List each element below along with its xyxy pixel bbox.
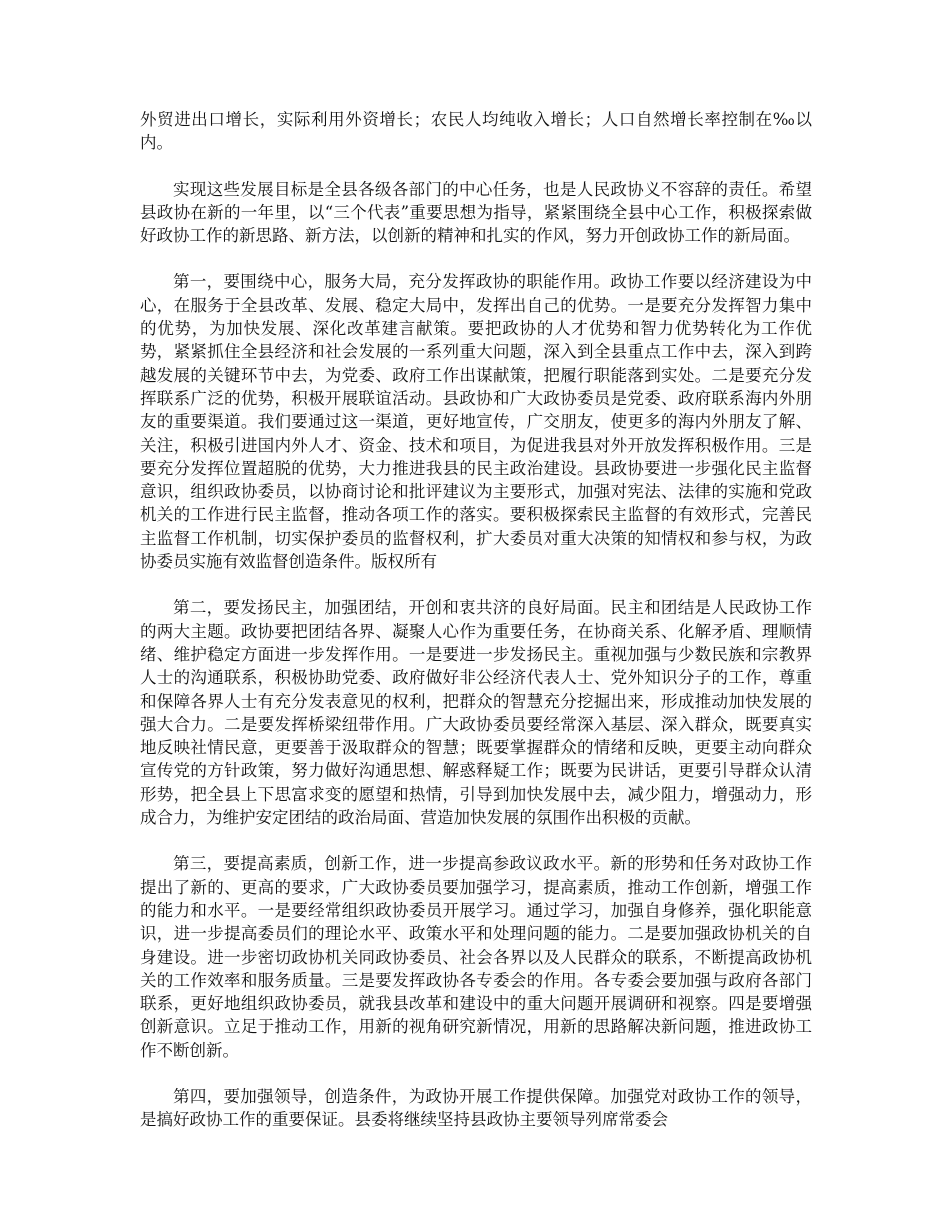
document-page [140,108,812,1155]
paragraph-5: 第三，要提高素质，创新工作，进一步提高参政议政水平。新的形势和任务对政协工作提出了新的、更高的要求，广大政协委员要加强学习，提高素质，推动工作创新，增强工作的能力和水平。一是要经常组织政协委员开展学习。通过学习，加强自身修养，强化职能意识，进一步提高委员们的理论水平、政策水平和处理问题的能力。二是要加强政协机关的自身建设。进一步密切政协机关同政协委员、社会各界以及人民群众的联系，不断提高政协机关的工作效率和服务质量。三是要发挥政协各专委会的作用。各专委会要加强与政府各部门联系，更好地组织政协委员，就我县改革和建设中的重大问题开展调研和视察。四是要增强创新意识。立足于推动工作，用新的视角研究新情况，用新的思路解决新问题，推进政协工作不断创新。 [140,854,812,1060]
paragraph-6: 第四，要加强领导，创造条件，为政协开展工作提供保障。加强党对政协工作的领导，是搞好政协工作的重要保证。县委将继续坚持县政协主要领导列席常委会 [140,1086,812,1130]
paragraph-3: 第一，要围绕中心，服务大局，充分发挥政协的职能作用。政协工作要以经济建设为中心，在服务于全县改革、发展、稳定大局中，发挥出自己的优势。一是要充分发挥智力集中的优势，为加快发展、深化改革建言献策。要把政协的人才优势和智力优势转化为工作优势，紧紧抓住全县经济和社会发展的一系列重大问题，深入到全县重点工作中去，深入到跨越发展的关键环节中去，为党委、政府工作出谋献策，把履行职能落到实处。二是要充分发挥联系广泛的优势，积极开展联谊活动。县政协和广大政协委员是党委、政府联系海内外朋友的重要渠道。我们要通过这一渠道，更好地宣传，广交朋友，使更多的海内外朋友了解、关注，积极引进国内外人才、资金、技术和项目，为促进我县对外开放发挥积极作用。三是要充分发挥位置超脱的优势，大力推进我县的民主政治建设。县政协要进一步强化民主监督意识，组织政协委员，以协商讨论和批评建议为主要形式，加强对宪法、法律的实施和党政机关的工作进行民主监督，推动各项工作的落实。要积极探索民主监督的有效形式，完善民主监督工作机制，切实保护委员的监督权利，扩大委员对重大决策的知情权和参与权，为政协委员实施有效监督创造条件。版权所有 [140,272,812,572]
paragraph-1: 外贸进出口增长，实际利用外资增长；农民人均纯收入增长；人口自然增长率控制在‰以内。 [140,110,812,153]
paragraph-4: 第二，要发扬民主，加强团结，开创和衷共济的良好局面。民主和团结是人民政协工作的两大主题。政协要把团结各界、凝聚人心作为重要任务，在协商关系、化解矛盾、理顺情绪、维护稳定方面进一步发挥作用。一是要进一步发扬民主。重视加强与少数民族和宗教界人士的沟通联系，积极协助党委、政府做好非公经济代表人士、党外知识分子的工作，尊重和保障各界人士有充分发表意见的权利，把群众的智慧充分挖掘出来，形成推动加快发展的强大合力。二是要发挥桥梁纽带作用。广大政协委员要经常深入基层、深入群众，既要真实地反映社情民意，更要善于汲取群众的智慧；既要掌握群众的情绪和反映，更要主动向群众宣传党的方针政策，努力做好沟通思想、解惑释疑工作；既要为民讲话，更要引导群众认清形势，把全县上下思富求变的愿望和热情，引导到加快发展中去，减少阻力，增强动力，形成合力，为维护安定团结的政治局面、营造加快发展的氛围作出积极的贡献。 [140,598,812,828]
paragraph-2: 实现这些发展目标是全县各级各部门的中心任务，也是人民政协义不容辞的责任。希望县政协在新的一年里，以“三个代表”重要思想为指导，紧紧围绕全县中心工作，积极探索做好政协工作的新思路、新方法，以创新的精神和扎实的作风，努力开创政协工作的新局面。 [140,179,812,246]
